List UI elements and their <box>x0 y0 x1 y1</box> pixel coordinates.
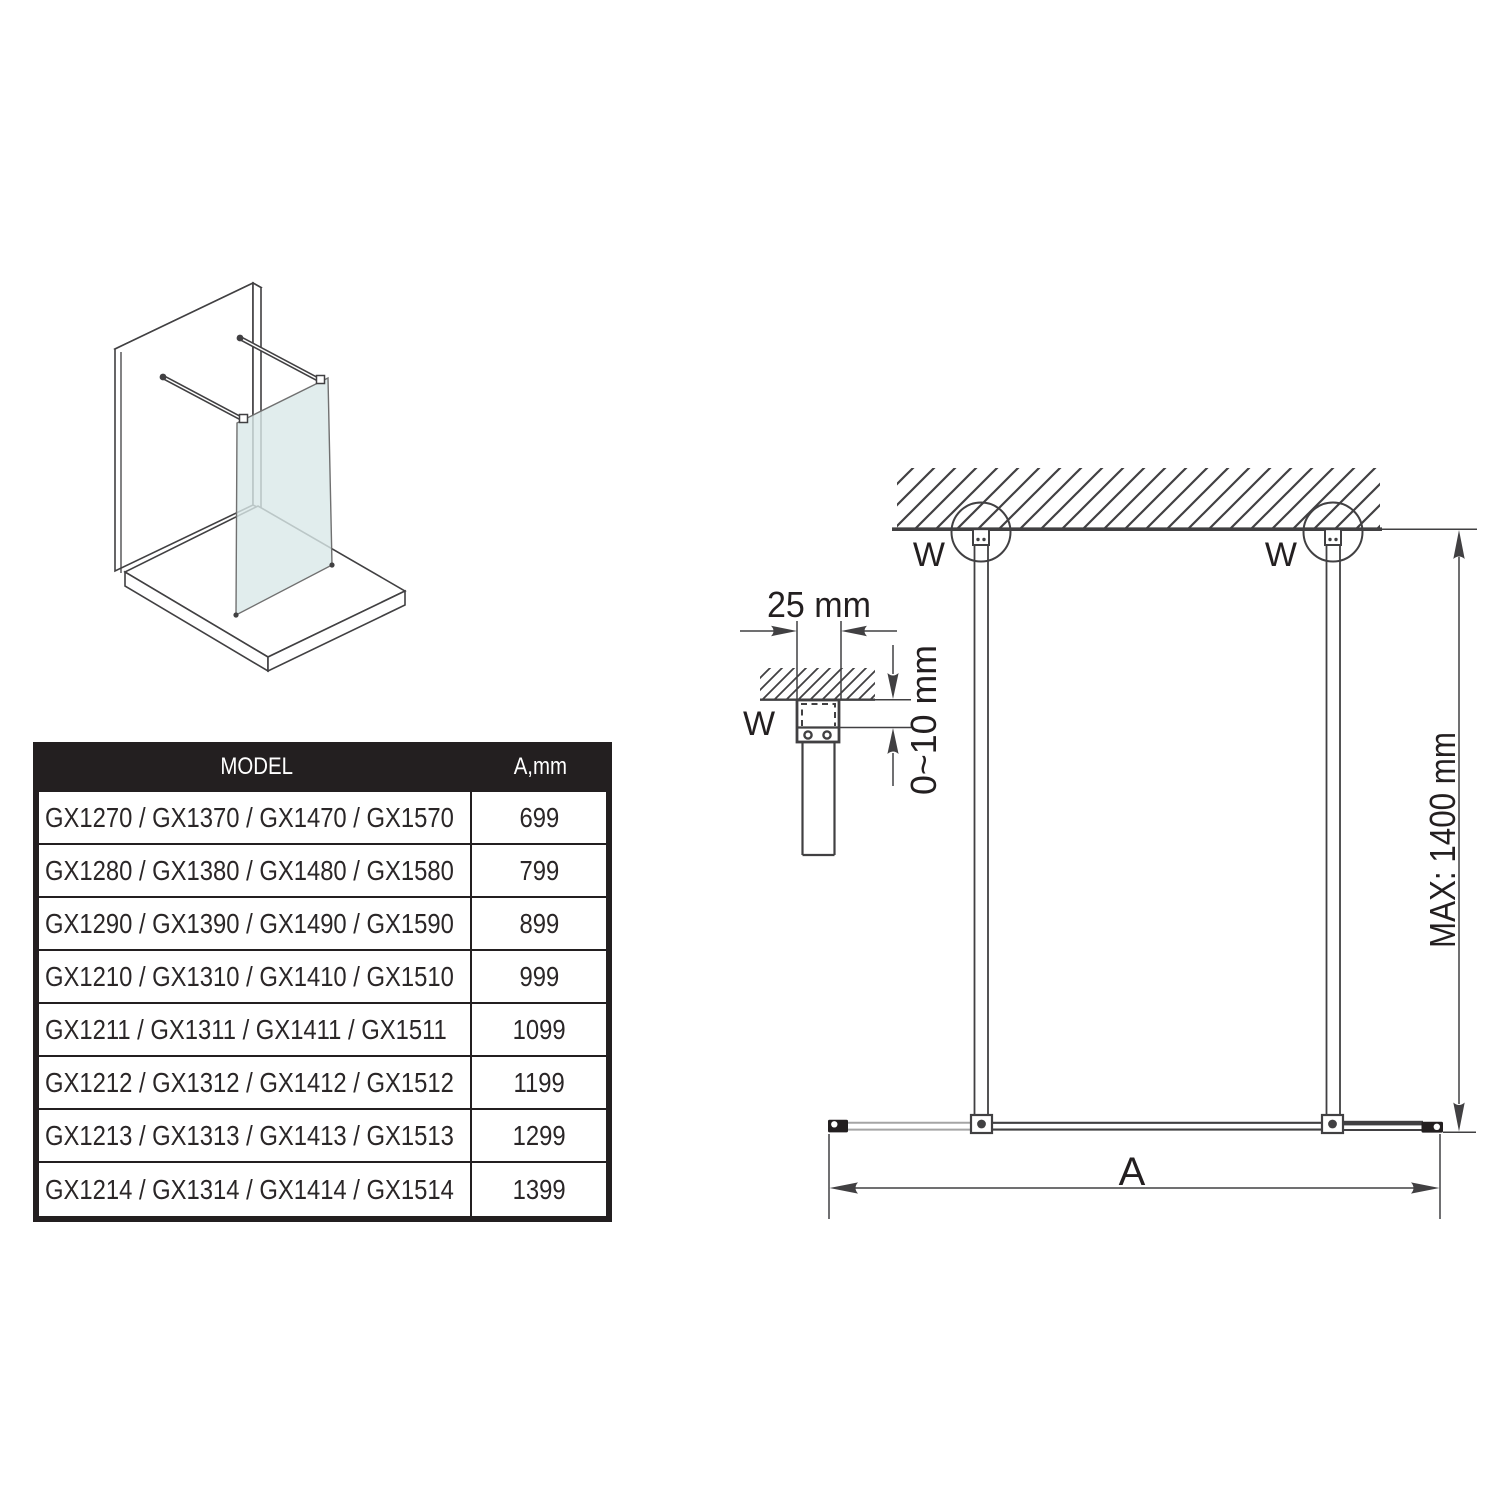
size-cell: 1199 <box>513 1066 565 1098</box>
bar-clamp-right <box>1322 1115 1343 1133</box>
width-dimension <box>829 1134 1440 1219</box>
glass-foot-dot <box>233 612 238 617</box>
wall-label-left: W <box>912 536 945 574</box>
isometric-product-drawing <box>80 260 500 700</box>
model-cell: GX1290 / GX1390 / GX1490 / GX1590 <box>45 907 454 939</box>
arrowhead-left <box>841 626 867 636</box>
table-row <box>39 792 606 845</box>
width-dimension-label: A <box>1118 1150 1146 1194</box>
size-cell: 1299 <box>512 1119 566 1151</box>
header-a-mm: A,mm <box>513 753 567 780</box>
table-row <box>39 951 606 1004</box>
model-cell: GX1214 / GX1314 / GX1414 / GX1514 <box>45 1173 454 1205</box>
arrowhead-right <box>771 626 797 636</box>
size-cell: 799 <box>519 854 559 886</box>
wall-hatch <box>760 668 875 699</box>
support-bar-right <box>1325 529 1341 1115</box>
screw <box>804 731 811 738</box>
screw <box>823 731 830 738</box>
model-cell: GX1210 / GX1310 / GX1410 / GX1510 <box>45 960 454 992</box>
model-size-table <box>33 742 612 1222</box>
glass-foot-dot <box>329 562 334 567</box>
wall-bracket <box>797 700 839 742</box>
size-cell: 1099 <box>512 1013 566 1045</box>
size-cell: 1399 <box>512 1173 566 1205</box>
bar-clamp-left <box>971 1115 992 1133</box>
end-cap-left <box>828 1120 848 1133</box>
model-cell: GX1212 / GX1312 / GX1412 / GX1512 <box>45 1066 454 1098</box>
bar-width-dimension-label: 25 mm <box>767 584 871 625</box>
table-row <box>39 1110 606 1163</box>
gap-dimension-label: 0~10 mm <box>903 643 944 795</box>
arrowhead-right <box>1411 1182 1440 1193</box>
arrowhead-left <box>830 1182 859 1193</box>
wall-label-right: W <box>1264 536 1297 574</box>
installation-dimension-diagram <box>720 430 1500 1260</box>
max-length-label: MAX: 1400 mm <box>1422 699 1463 948</box>
table-row <box>39 1057 606 1110</box>
table-row <box>39 1163 606 1216</box>
wall-bracket-detail-view <box>740 584 944 855</box>
support-bar-section <box>803 742 835 855</box>
table-row <box>39 898 606 951</box>
arrowhead-up <box>887 728 898 754</box>
model-cell: GX1270 / GX1370 / GX1470 / GX1570 <box>45 801 454 833</box>
size-cell: 899 <box>519 907 559 939</box>
glass-panel-plan <box>828 1115 1443 1133</box>
table-row <box>39 845 606 898</box>
header-model: MODEL <box>220 753 293 780</box>
arrowhead-down <box>1453 1103 1464 1132</box>
arrowhead-down <box>887 673 898 699</box>
size-cell: 999 <box>519 960 559 992</box>
table-row <box>39 1004 606 1057</box>
front-view <box>828 468 1477 1219</box>
size-cell: 699 <box>519 801 559 833</box>
table-header <box>39 742 606 792</box>
model-cell: GX1211 / GX1311 / GX1411 / GX1511 <box>45 1013 447 1045</box>
support-bar-left <box>973 529 989 1115</box>
wall-hatch <box>897 468 1380 529</box>
arrowhead-up <box>1453 530 1464 559</box>
max-length-dimension <box>1422 530 1476 1132</box>
model-cell: GX1213 / GX1313 / GX1413 / GX1513 <box>45 1119 454 1151</box>
model-cell: GX1280 / GX1380 / GX1480 / GX1580 <box>45 854 454 886</box>
wall-label: W <box>742 705 776 743</box>
